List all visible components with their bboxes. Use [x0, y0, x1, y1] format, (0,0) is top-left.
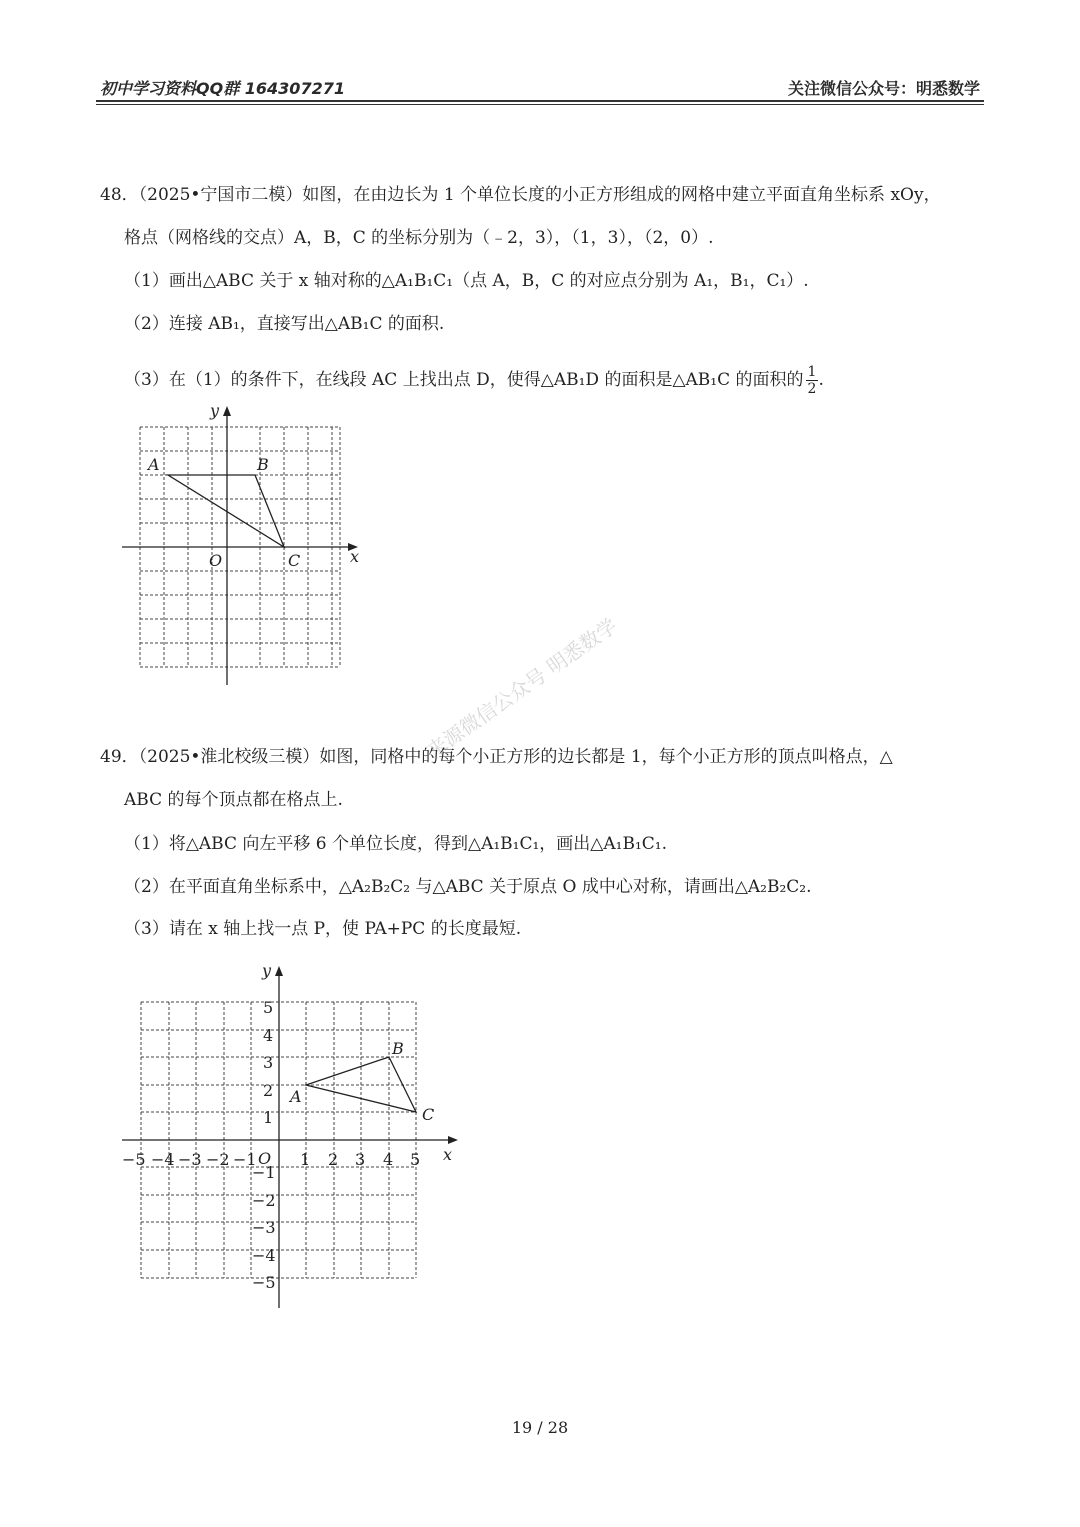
- q49-label-b: B: [392, 1039, 404, 1058]
- x-tick-neg5: −5: [122, 1150, 146, 1169]
- q48-x-label: x: [350, 547, 360, 566]
- fraction-numerator: 1: [807, 364, 817, 380]
- q48-figure: [110, 400, 380, 695]
- q49-stem-line1: 49．（2025•淮北校级三模）如图，同格中的每个小正方形的边长都是 1，每个小正方形的顶点叫格点，△: [100, 747, 893, 767]
- q48-part3: [124, 364, 824, 397]
- y-tick-neg5: −5: [252, 1273, 276, 1292]
- y-tick-4: 4: [263, 1026, 274, 1045]
- q48-stem-line2: 格点（网格线的交点）A，B，C 的坐标分别为（﹣2，3），（1，3），（2，0）.: [124, 228, 714, 248]
- y-tick-neg2: −2: [252, 1191, 276, 1210]
- y-axis-arrow-icon: [223, 406, 231, 416]
- x-tick-neg4: −4: [151, 1150, 175, 1169]
- header-rule-thin: [96, 104, 984, 105]
- q48-part1: （1）画出△ABC 关于 x 轴对称的△A₁B₁C₁（点 A，B，C 的对应点分别为 A₁，B₁，C₁）.: [124, 271, 809, 291]
- q48-axes: [122, 412, 350, 685]
- y-tick-3: 3: [263, 1053, 274, 1072]
- q49-y-tick-labels: [252, 998, 276, 1292]
- y-tick-neg4: −4: [252, 1246, 276, 1265]
- y-tick-5: 5: [263, 998, 274, 1017]
- q49-label-c: C: [422, 1105, 435, 1124]
- q48-origin-label: O: [209, 551, 223, 570]
- y-tick-neg1: −1: [252, 1163, 276, 1182]
- x-tick-neg3: −3: [178, 1150, 202, 1169]
- q48-label-b: B: [257, 455, 269, 474]
- q48-part3-end: .: [818, 370, 824, 390]
- x-tick-3: 3: [355, 1150, 366, 1169]
- fraction-denominator: 2: [807, 381, 817, 397]
- q48-part2: （2）连接 AB₁，直接写出△AB₁C 的面积.: [124, 314, 445, 334]
- q48-label-c: C: [288, 551, 301, 570]
- x-axis-arrow-icon: [448, 1136, 458, 1144]
- q49-label-a: A: [290, 1087, 302, 1106]
- q49-axes: [122, 974, 453, 1308]
- header-right-text: 关注微信公众号：明悉数学: [787, 79, 980, 98]
- q49-part3: （3）请在 x 轴上找一点 P，使 PA+PC 的长度最短.: [124, 919, 522, 939]
- q49-part1: （1）将△ABC 向左平移 6 个单位长度，得到△A₁B₁C₁，画出△A₁B₁C₁.: [124, 834, 668, 854]
- q49-stem-line2: ABC 的每个顶点都在格点上.: [124, 790, 343, 810]
- y-tick-neg3: −3: [252, 1218, 276, 1237]
- header-left-text: 初中学习资料QQ群 164307271: [100, 79, 345, 98]
- fraction-one-half: [806, 364, 819, 397]
- q48-label-a: A: [148, 455, 160, 474]
- header-rule: [96, 100, 984, 102]
- y-tick-2: 2: [263, 1081, 274, 1100]
- q48-triangle-abc: [168, 475, 284, 547]
- x-tick-neg2: −2: [206, 1150, 230, 1169]
- q49-x-label: x: [443, 1145, 453, 1164]
- y-tick-1: 1: [263, 1108, 274, 1127]
- q49-origin-label: O: [258, 1149, 272, 1168]
- q49-part2: （2）在平面直角坐标系中，△A₂B₂C₂ 与△ABC 关于原点 O 成中心对称，请画出△A₂B₂C₂.: [124, 877, 812, 897]
- x-tick-4: 4: [383, 1150, 394, 1169]
- x-tick-1: 1: [300, 1150, 311, 1169]
- q48-part3-text: （3）在（1）的条件下，在线段 AC 上找出点 D，使得△AB₁D 的面积是△AB₁C 的面积的: [124, 370, 804, 390]
- page-number: 19 / 28: [511, 1418, 569, 1437]
- x-tick-5: 5: [410, 1150, 421, 1169]
- q48-y-label: y: [210, 401, 220, 420]
- q48-stem-line1: 48．（2025•宁国市二模）如图，在由边长为 1 个单位长度的小正方形组成的网格中建立平面直角坐标系 xOy，: [100, 185, 941, 205]
- x-tick-neg1: −1: [233, 1150, 257, 1169]
- x-tick-2: 2: [328, 1150, 339, 1169]
- y-axis-arrow-icon: [275, 966, 283, 976]
- q49-figure: [110, 960, 480, 1310]
- q49-y-label: y: [262, 961, 272, 980]
- watermark-text: 来源微信公众号 明悉数学: [422, 613, 622, 763]
